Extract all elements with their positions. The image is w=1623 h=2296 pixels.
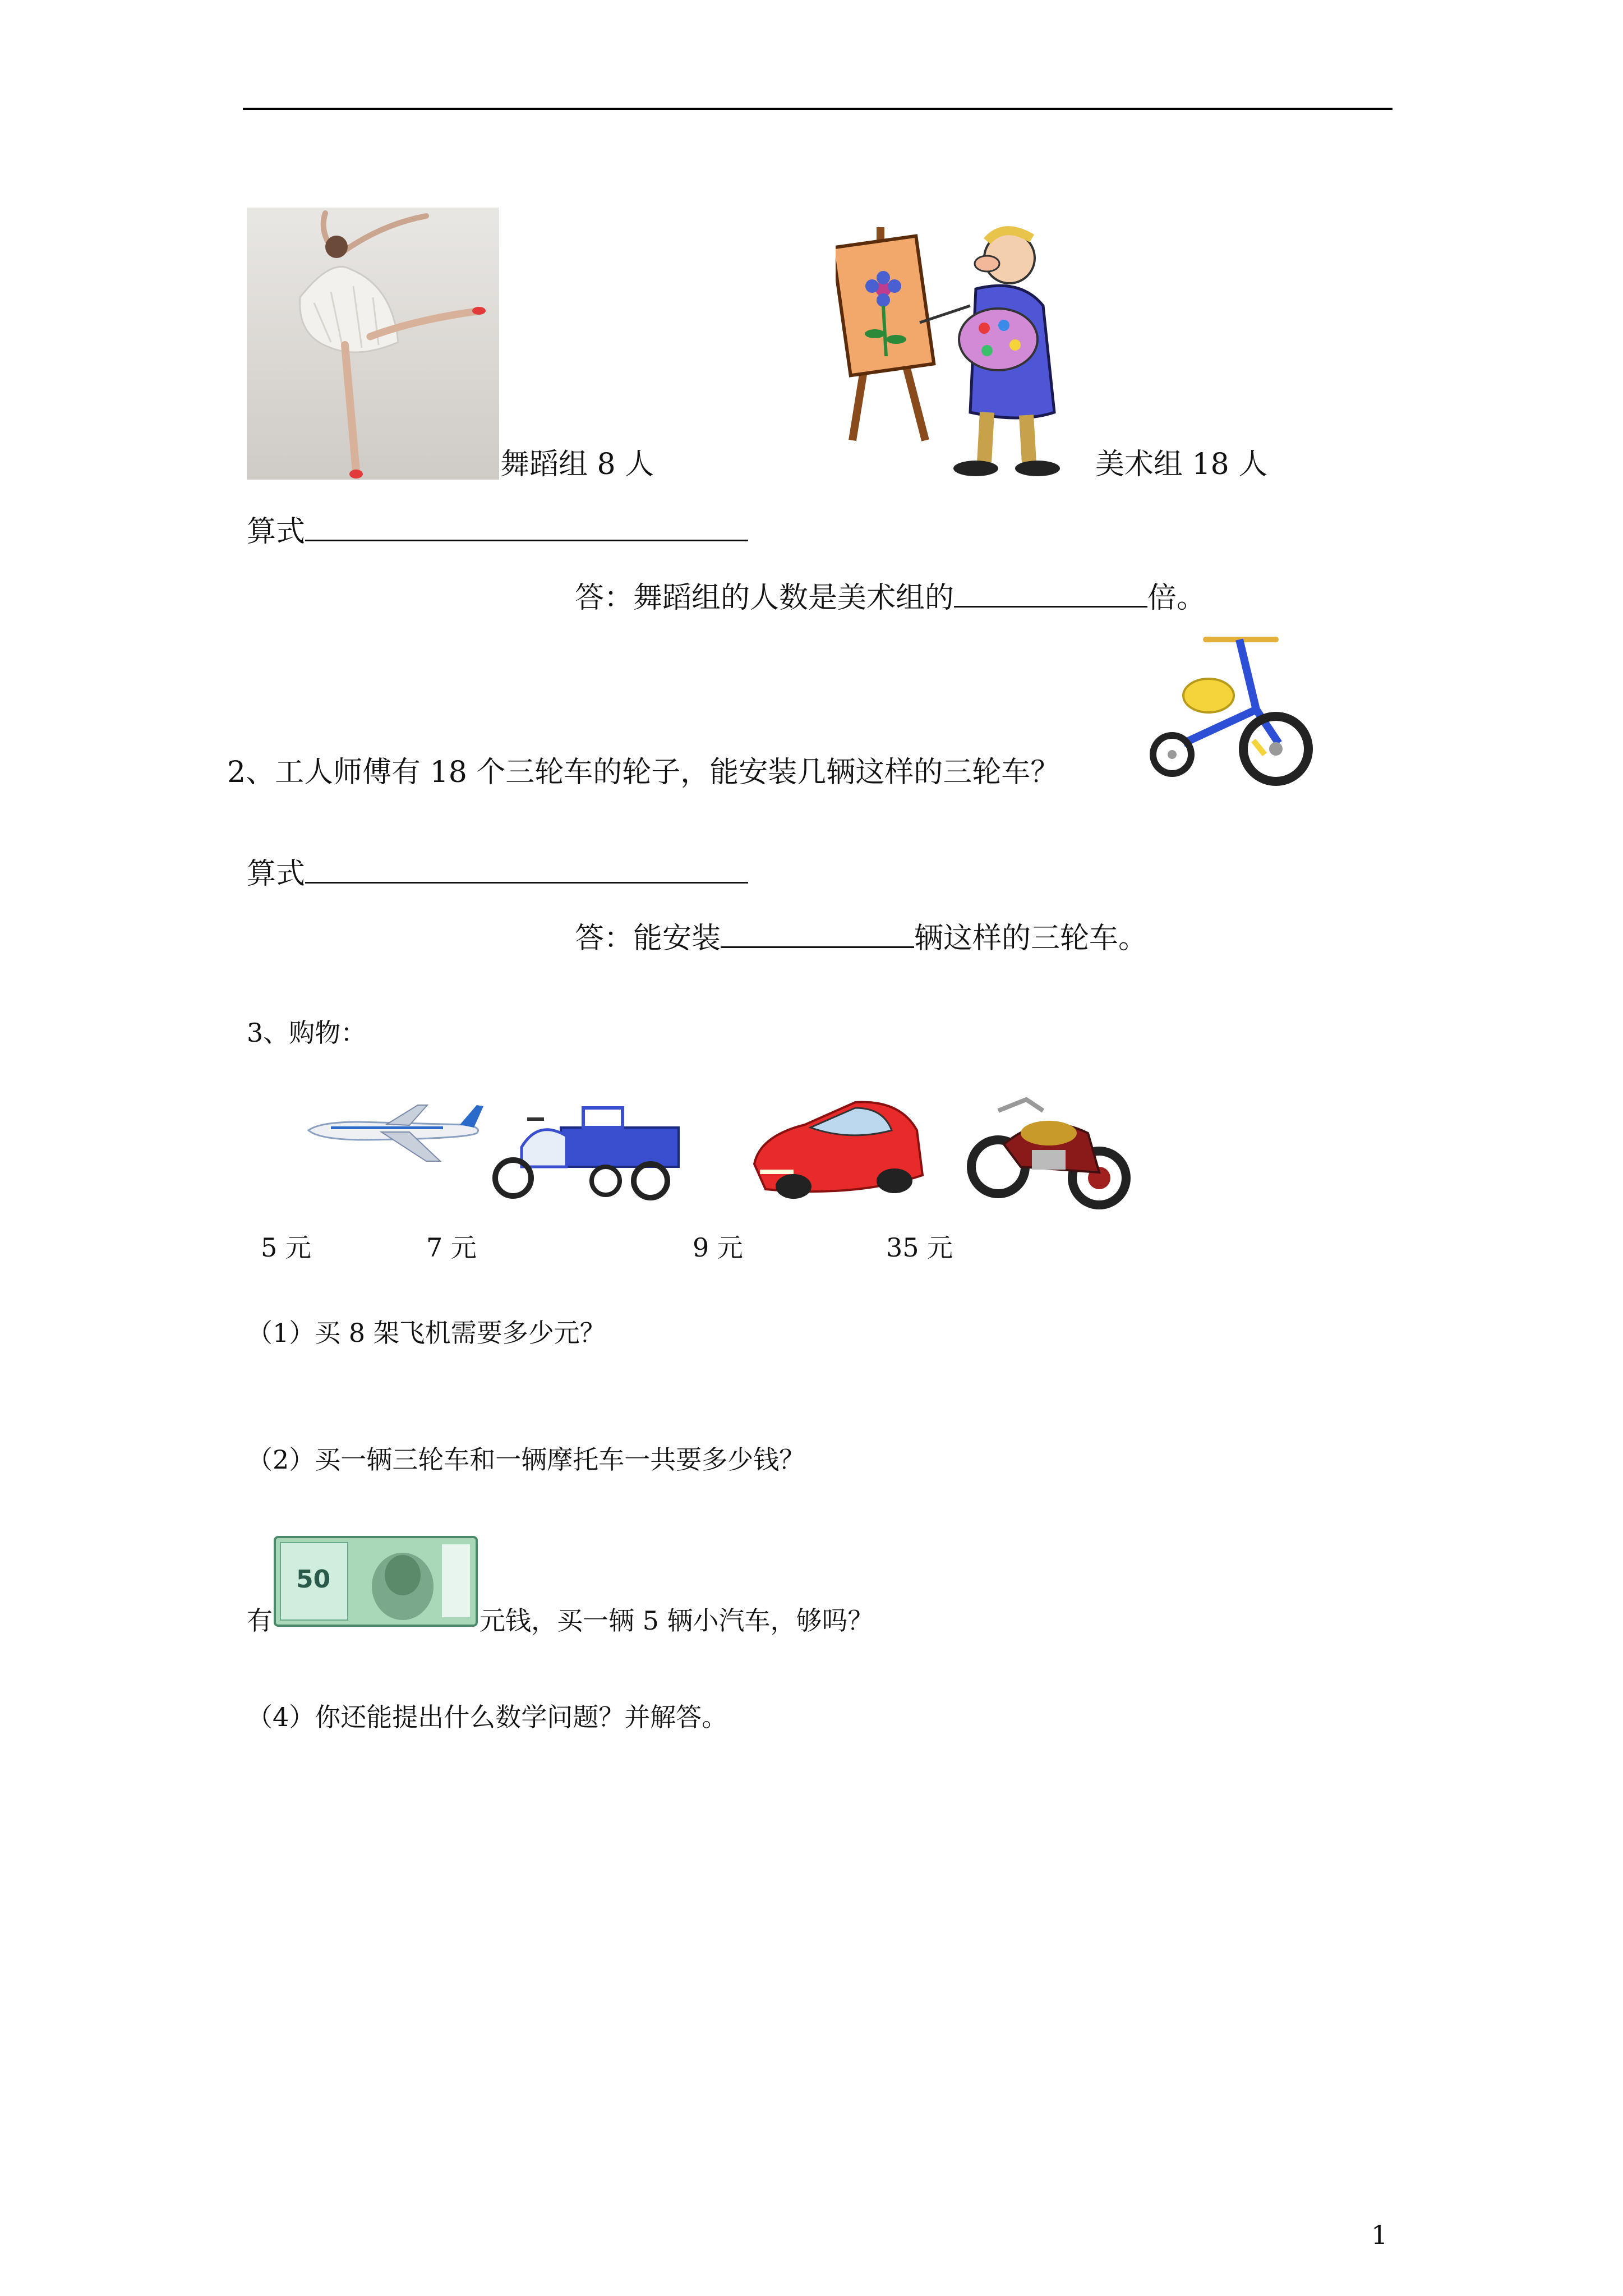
q1-answer-suffix: 倍。 <box>1147 581 1206 615</box>
q1-answer-line <box>575 578 1206 616</box>
q2-question: 2、工人师傅有 18 个三轮车的轮子，能安装几辆这样的三轮车？ <box>227 756 1060 789</box>
q2-formula-line <box>247 854 748 892</box>
q3-sub2: （2）买一辆三轮车和一辆摩托车一共要多少钱？ <box>247 1444 805 1475</box>
tricycle-image <box>1144 631 1318 788</box>
q3-sub1: （1）买 8 架飞机需要多少元？ <box>247 1318 606 1348</box>
q2-formula-blank[interactable] <box>305 854 748 884</box>
page-number: 1 <box>1371 2220 1388 2250</box>
q1-answer-blank[interactable] <box>954 578 1147 608</box>
price-airplane: 5 元 <box>261 1232 311 1263</box>
price-motorcycle: 35 元 <box>886 1232 953 1263</box>
art-group-label: 美术组 18 人 <box>1095 448 1268 481</box>
q2-answer-line <box>575 918 1147 956</box>
q3-sub4: （4）你还能提出什么数学问题？并解答。 <box>247 1702 728 1732</box>
price-car: 9 元 <box>693 1232 743 1263</box>
q2-answer-suffix: 辆这样的三轮车。 <box>914 922 1148 955</box>
banknote-image <box>274 1536 478 1627</box>
motorcycle-image <box>965 1077 1133 1212</box>
sports-car-image <box>743 1091 928 1206</box>
painter-image <box>836 216 1088 480</box>
q1-formula-blank[interactable] <box>305 512 748 541</box>
q1-formula-line <box>247 512 748 550</box>
q2-answer-blank[interactable] <box>721 918 914 948</box>
dancer-image <box>247 208 499 480</box>
q3-title: 3、购物： <box>247 1018 367 1048</box>
q3-sub3-prefix: 有 <box>247 1605 273 1636</box>
q2-formula-label: 算式 <box>247 857 306 891</box>
q2-answer-prefix: 答：能安装 <box>575 922 721 955</box>
banknote-value: 50 <box>296 1565 331 1594</box>
q1-formula-label: 算式 <box>247 515 306 549</box>
q3-sub3-suffix: 元钱，买一辆 5 辆小汽车，够吗？ <box>479 1605 874 1636</box>
header-rule <box>243 108 1393 110</box>
cargo-tricycle-image <box>488 1097 684 1200</box>
dance-group-label: 舞蹈组 8 人 <box>500 448 654 481</box>
q1-answer-prefix: 答：舞蹈组的人数是美术组的 <box>575 581 955 615</box>
airplane-image <box>297 1099 488 1167</box>
price-tricycle: 7 元 <box>426 1232 477 1263</box>
